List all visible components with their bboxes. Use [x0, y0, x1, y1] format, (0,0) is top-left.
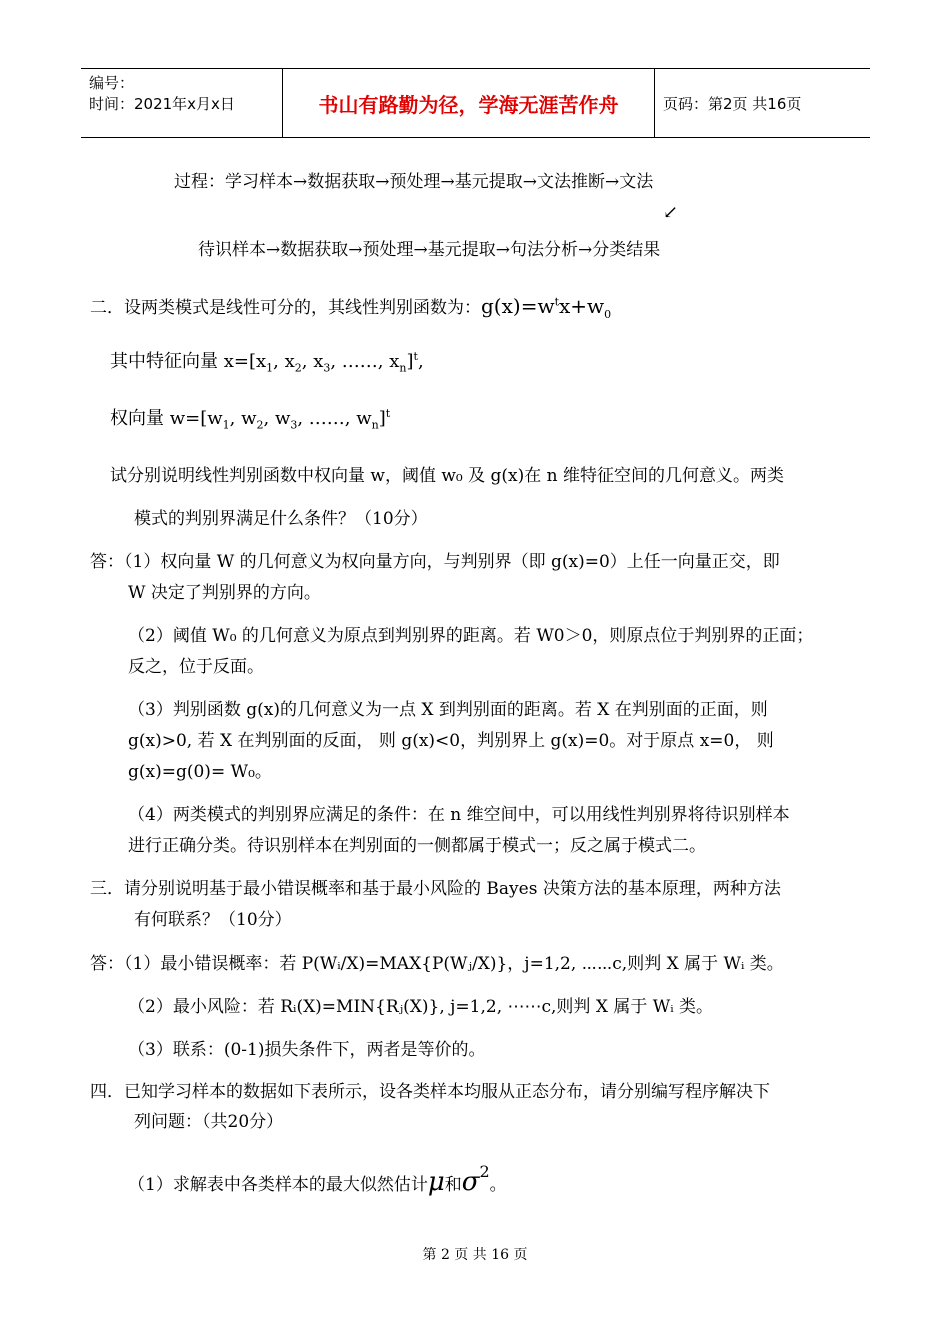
process-line-1: 过程：学习样本→数据获取→预处理→基元提取→文法推断→文法: [174, 172, 654, 192]
q2-func-part1: g(x)=w: [481, 294, 555, 318]
wv-sn: n: [371, 418, 379, 432]
wv-s3: 3: [290, 418, 298, 432]
q3-line-2: 有何联系？（10分）: [134, 910, 292, 930]
q2-title-text: 二．设两类模式是线性可分的，其线性判别函数为：: [90, 298, 481, 318]
wv-s2: 2: [256, 418, 264, 432]
wv-sup: t: [385, 407, 391, 420]
q4-1-text: （1）求解表中各类样本的最大似然估计: [128, 1175, 428, 1195]
fv-sn: n: [399, 361, 407, 375]
a2-4-line-1: （4）两类模式的判别界应满足的条件：在 n 维空间中，可以用线性判别界将待识别样本: [128, 805, 790, 825]
fv-a: 其中特征向量 x=[x: [110, 351, 267, 372]
fv-s3: 3: [323, 361, 331, 375]
header-left-cell: [81, 69, 283, 137]
q4-1: [128, 1162, 507, 1205]
a3-2: （2）最小风险：若 Rᵢ(X)=MIN{Rⱼ(X)}, j=1,2, ⋯⋯c,则判 X 属于 Wᵢ 类。: [128, 997, 714, 1017]
wv-b: , w: [229, 408, 257, 429]
q2-func-part2: x+w: [559, 294, 605, 318]
q2-title: [90, 294, 611, 320]
fv-d: , ……, x: [330, 351, 400, 372]
page-footer: 第 2 页 共 16 页: [422, 1247, 528, 1263]
sigma-symbol: σ: [461, 1167, 480, 1197]
a2-4-line-2: 进行正确分类。待识别样本在判别面的一侧都属于模式一；反之属于模式二。: [128, 836, 706, 856]
a3-1: 答：（1）最小错误概率：若 P(Wᵢ/X)=MAX{P(Wⱼ/X)}，j=1,2, ⋯⋯c,则判 X 属于 Wᵢ 类。: [90, 954, 784, 974]
q3-line-1: 三．请分别说明基于最小错误概率和基于最小风险的 Bayes 决策方法的基本原理，两种方法: [90, 879, 781, 899]
a2-1-line-2: W 决定了判别界的方向。: [128, 583, 321, 603]
document-number-label: 编号：: [89, 74, 135, 92]
q2-ask-line-2: 模式的判别界满足什么条件？（10分）: [134, 509, 428, 529]
fv-c: , x: [301, 351, 324, 372]
q4-1-end: 。: [489, 1175, 507, 1195]
fv-comma: ,: [417, 351, 424, 372]
wv-s1: 1: [222, 418, 230, 432]
process-arrow: ↙: [663, 202, 679, 223]
fv-sup: t: [413, 350, 418, 363]
mu-symbol: μ: [427, 1167, 445, 1197]
fv-e: ]: [406, 351, 414, 372]
process-line-2: 待识样本→数据获取→预处理→基元提取→句法分析→分类结果: [198, 240, 661, 260]
fv-b: , x: [273, 351, 295, 372]
wv-e: ]: [378, 408, 386, 429]
header-page-info: 页码：第2页 共16页: [663, 94, 802, 113]
q2-feature-vector: [110, 350, 424, 374]
sigma-sup: 2: [479, 1162, 490, 1182]
q2-function: [481, 294, 612, 321]
fv-s1: 1: [266, 361, 274, 375]
wv-d: , ……, w: [297, 408, 372, 429]
q2-weight-vector: [110, 407, 390, 431]
document-time-label: 时间：2021年x月x日: [89, 95, 235, 113]
a2-1-line-1: 答：（1）权向量 W 的几何意义为权向量方向，与判别界（即 g(x)=0）上任一向量正交，即: [90, 552, 780, 572]
q4-line-2: 列问题：（共20分）: [134, 1112, 284, 1132]
a2-3-line-2: g(x)>0, 若 X 在判别面的反面， 则 g(x)<0，判别界上 g(x)=0。对于原点 x=0， 则: [128, 731, 774, 751]
q4-line-1: 四．已知学习样本的数据如下表所示，设各类样本均服从正态分布，请分别编写程序解决下: [90, 1082, 770, 1102]
q4-1-and: 和: [444, 1175, 462, 1195]
fv-s2: 2: [294, 361, 302, 375]
a2-2-line-2: 反之，位于反面。: [128, 657, 264, 677]
q2-ask-line-1: 试分别说明线性判别函数中权向量 w，阈值 w₀ 及 g(x)在 n 维特征空间的几何意义。两类: [110, 466, 785, 486]
q2-func-sup: t: [554, 295, 559, 309]
a3-3: （3）联系：(0-1)损失条件下，两者是等价的。: [128, 1040, 486, 1060]
a2-3-line-1: （3）判别函数 g(x)的几何意义为一点 X 到判别面的距离。若 X 在判别面的正面，则: [128, 700, 768, 720]
q2-func-sub: 0: [604, 308, 612, 321]
a2-3-line-3: g(x)=g(0)= W₀。: [128, 762, 272, 782]
wv-a: 权向量 w=[w: [110, 408, 223, 429]
page-header: [81, 68, 870, 138]
header-motto: 书山有路勤为径，学海无涯苦作舟: [283, 69, 655, 137]
wv-c: , w: [263, 408, 291, 429]
a2-2-line-1: （2）阈值 W₀ 的几何意义为原点到判别界的距离。若 W0＞0，则原点位于判别界的正面；: [128, 626, 814, 646]
